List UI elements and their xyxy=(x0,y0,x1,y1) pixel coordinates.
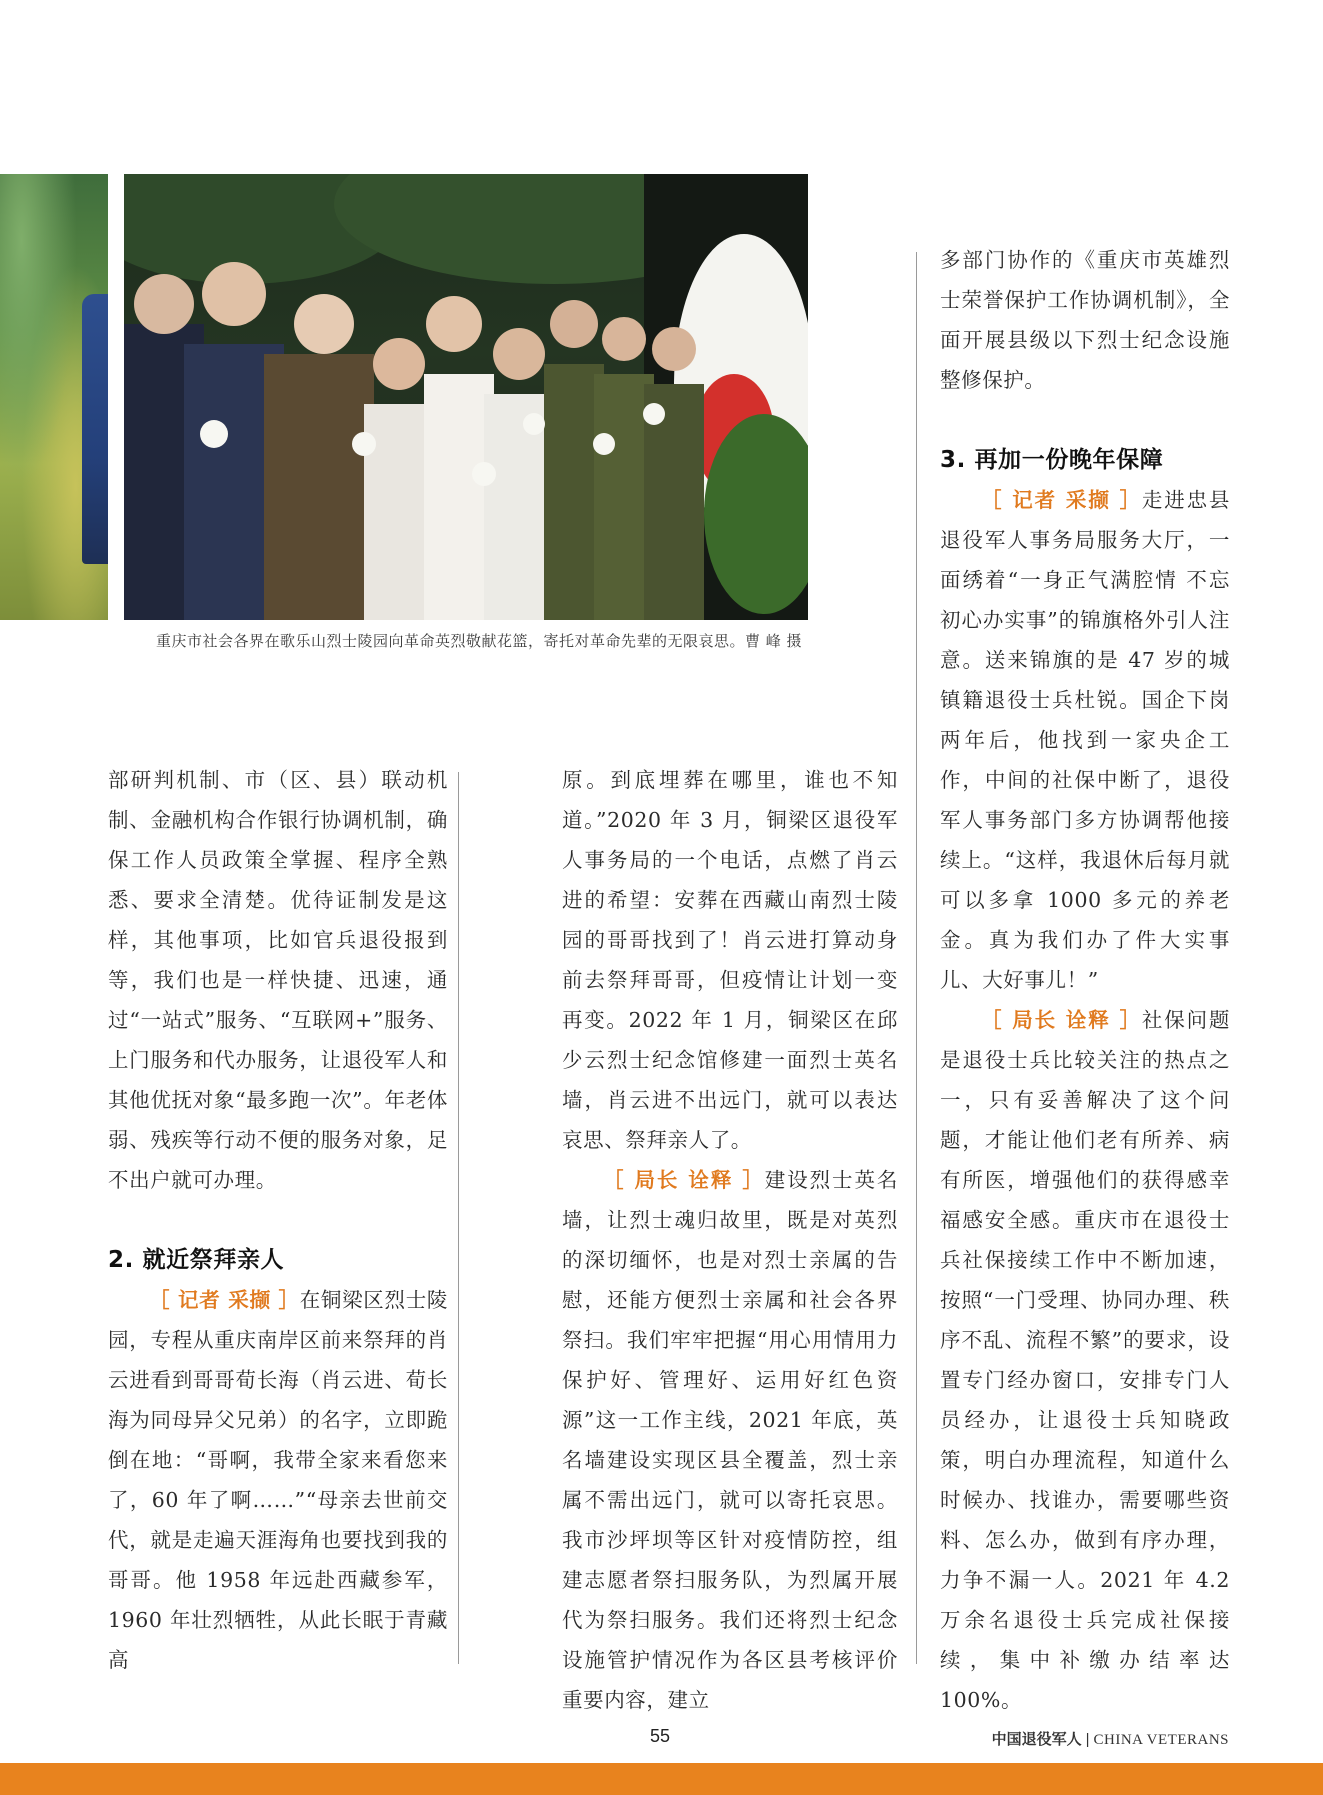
paragraph: 原。到底埋葬在哪里，谁也不知道。”2020 年 3 月，铜梁区退役军人事务局的一个电话，点燃了肖云进的希望：安葬在西藏山南烈士陵园的哥哥找到了！肖云进打算动身前去祭拜哥哥，但疫情让计划一变再变。2022 年 1 月，铜梁区在邱少云烈士纪念馆修建一面烈士英名墙，肖云进不出远门，就可以表达哀思、祭拜亲人了。 xyxy=(562,768,898,1152)
memorial-photo xyxy=(124,174,808,620)
column-divider xyxy=(458,772,459,1664)
paragraph xyxy=(562,1160,898,1720)
section-heading-3: 3. 再加一份晚年保障 xyxy=(940,447,1164,473)
paragraph: 部研判机制、市（区、县）联动机制、金融机构合作银行协调机制，确保工作人员政策全掌握、程序全熟悉、要求全清楚。优待证制发是这样，其他事项，比如官兵退役报到等，我们也是一样快捷、迅速，通过“一站式”服务、“互联网+”服务、上门服务和代办服务，让退役军人和其他优抚对象“最多跑一次”。年老体弱、残疾等行动不便的服务对象，足不出户就可办理。 xyxy=(108,768,448,1192)
paragraph: 多部门协作的《重庆市英雄烈士荣誉保护工作协调机制》，全面开展县级以下烈士纪念设施整修保护。 xyxy=(940,248,1230,392)
magazine-title-en: CHINA VETERANS xyxy=(1093,1732,1229,1748)
left-photo-crop xyxy=(0,174,108,620)
section-heading-2: 2. 就近祭拜亲人 xyxy=(108,1247,285,1273)
reporter-tag: ［ 记者 采撷 ］ xyxy=(981,488,1142,512)
page-number: 55 xyxy=(649,1726,671,1746)
paragraph-text: 在铜梁区烈士陵园，专程从重庆南岸区前来祭拜的肖云进看到哥哥荀长海（肖云进、荀长海为同母异父兄弟）的名字，立即跪倒在地：“哥啊，我带全家来看您来了，60 年了啊……”“母亲去世前交代，就是走遍天涯海角也要找到我的哥哥。他 1958 年远赴西藏参军，1960 年壮烈牺牲，从此长眠于青藏高 xyxy=(108,1288,448,1672)
paragraph-text: 社保问题是退役士兵比较关注的热点之一，只有妥善解决了这个问题，才能让他们老有所养、病有所医，增强他们的获得感幸福感安全感。重庆市在退役士兵社保接续工作中不断加速，按照“一门受理、协同办理、秩序不乱、流程不繁”的要求，设置专门经办窗口，安排专门人员经办，让退役士兵知晓政策，明白办理流程，知道什么时候办、找谁办，需要哪些资料、怎么办，做到有序办理，力争不漏一人。2021 年 4.2 万余名退役士兵完成社保接续，集中补缴办结率达 100%。 xyxy=(940,1008,1231,1712)
paragraph xyxy=(108,1280,448,1680)
magazine-title-cn: 中国退役军人 xyxy=(991,1731,1082,1748)
article-column-3 xyxy=(940,240,1230,1720)
article-column-2 xyxy=(562,760,898,1720)
title-separator: | xyxy=(1085,1731,1090,1748)
photo-caption: 重庆市社会各界在歌乐山烈士陵园向革命英烈敬献花篮，寄托对革命先辈的无限哀思。曹 峰 摄 xyxy=(156,632,803,650)
magazine-title xyxy=(992,1728,1229,1749)
reporter-tag: ［ 记者 采撷 ］ xyxy=(149,1288,300,1312)
person-figure xyxy=(82,294,108,564)
paragraph xyxy=(940,480,1230,1000)
director-tag: ［ 局长 诠释 ］ xyxy=(981,1008,1142,1032)
footer-accent-bar xyxy=(0,1763,1323,1795)
column-divider xyxy=(916,252,917,1664)
paragraph xyxy=(940,1000,1230,1720)
paragraph-text: 走进忠县退役军人事务局服务大厅，一面绣着“一身正气满腔情 不忘初心办实事”的锦旗格外引人注意。送来锦旗的是 47 岁的城镇籍退役士兵杜锐。国企下岗两年后，他找到一家央企工作，中间的社保中断了，退役军人事务部门多方协调帮他接续上。“这样，我退休后每月就可以多拿 1000 多元的养老金。真为我们办了件大实事儿、大好事儿！” xyxy=(940,488,1231,992)
article-column-1 xyxy=(108,760,448,1680)
paragraph-text: 建设烈士英名墙，让烈士魂归故里，既是对英烈的深切缅怀，也是对烈士亲属的告慰，还能方便烈士亲属和社会各界祭扫。我们牢牢把握“用心用情用力保护好、管理好、运用好红色资源”这一工作主线，2021 年底，英名墙建设实现区县全覆盖，烈士亲属不需出远门，就可以寄托哀思。我市沙坪坝等区针对疫情防控，组建志愿者祭扫服务队，为烈属开展代为祭扫服务。我们还将烈士纪念设施管护情况作为各区县考核评价重要内容，建立 xyxy=(562,1168,899,1712)
director-tag: ［ 局长 诠释 ］ xyxy=(603,1168,765,1192)
